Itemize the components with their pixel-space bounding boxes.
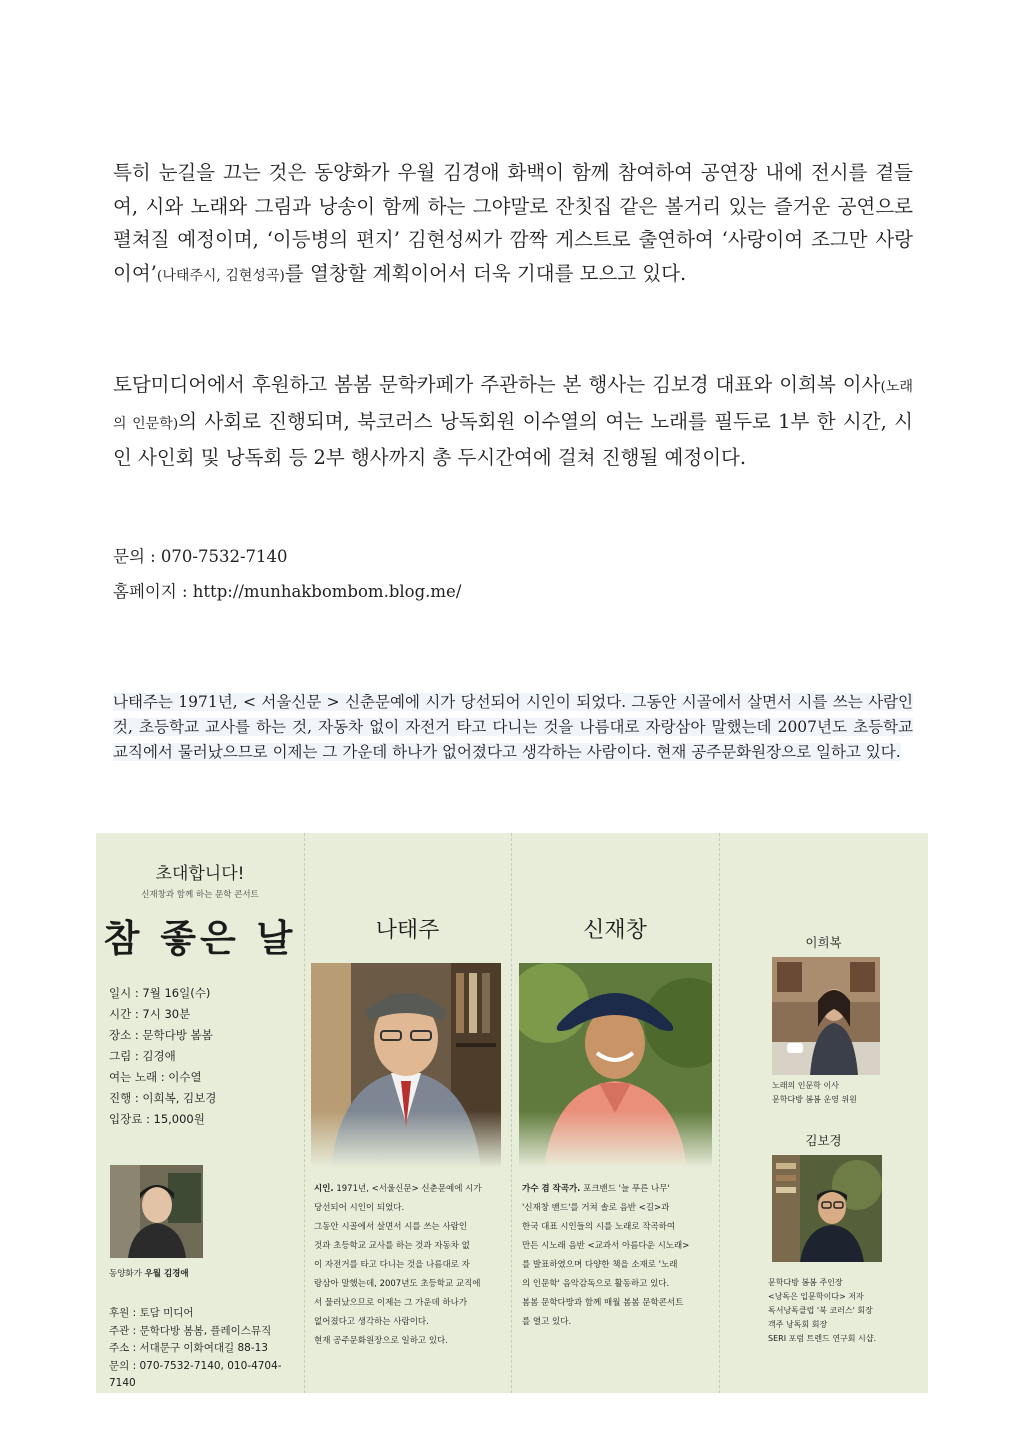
painter-caption-name: 우월 김경애 <box>144 1269 189 1279</box>
event-detail-line: 입장료 : 15,000원 <box>109 1112 205 1126</box>
painter-caption-role: 동양화가 <box>109 1269 142 1279</box>
host1-desc <box>772 1079 922 1107</box>
host1-photo-image <box>772 957 880 1075</box>
host2-photo-image <box>772 1155 882 1262</box>
event-detail-line: 진행 : 이희복, 김보경 <box>109 1091 217 1105</box>
host1-photo <box>772 957 880 1075</box>
poet-photo <box>311 963 501 1168</box>
poet-bio <box>314 1180 504 1351</box>
poster-invite: 초대합니다! <box>155 864 245 884</box>
poster-subtitle: 신재창과 함께 하는 문학 콘서트 <box>141 890 259 900</box>
paragraph-text: 를 열창할 계획이어서 더욱 기대를 모으고 있다. <box>284 261 687 285</box>
footer-line: 후원 : 토담 미디어 <box>109 1307 194 1319</box>
host-desc-line: 문학다방 봄봄 주인장 <box>768 1278 843 1287</box>
contact-homepage[interactable]: 홈페이지 : http://munhakbombom.blog.me/ <box>113 582 462 601</box>
poster-footer <box>109 1305 304 1393</box>
host-desc-line: 문학다방 봄봄 운영 위원 <box>772 1095 857 1104</box>
poster-title: 참 좋은 날 <box>103 917 297 960</box>
paragraph-text: 의 사회로 진행되며, 북코러스 낭독회원 이수열의 여는 노래를 필두로 1부 한 시간, 시인 사인회 및 낭독회 등 2부 행사까지 총 두시간여에 걸쳐 진행될 예정이다. <box>113 409 913 469</box>
event-detail-line: 여는 노래 : 이수열 <box>109 1070 202 1084</box>
bio-line: 서 물러났으므로 이제는 그 가운데 하나가 <box>314 1298 468 1308</box>
bio-lead: 시인. <box>314 1184 334 1194</box>
bio-line: 그동안 시골에서 살면서 시를 쓰는 사람인 <box>314 1222 468 1232</box>
bio-line <box>314 1180 504 1199</box>
painter-photo <box>110 1165 203 1258</box>
paragraph-text: 토담미디어에서 후원하고 봄봄 문학카페가 주관하는 본 행사는 김보경 대표와 이희복 이사 <box>113 373 881 396</box>
host2-name: 김보경 <box>805 1133 842 1148</box>
painter-caption <box>109 1267 189 1279</box>
singer-photo-image <box>519 963 712 1168</box>
singer-bio <box>522 1180 714 1332</box>
bio-line <box>522 1180 714 1199</box>
singer-name: 신재창 <box>583 918 647 943</box>
bio-line: 봄봄 문학다방과 함께 매월 봄봄 문학콘서트 <box>522 1298 684 1308</box>
event-detail-line: 그림 : 김경애 <box>109 1049 176 1063</box>
poet-name: 나태주 <box>375 918 440 943</box>
painter-photo-image <box>110 1165 203 1258</box>
bio-line: 현재 공주문화원장으로 일하고 있다. <box>314 1336 448 1346</box>
bio-line: 의 인문학' 음악감독으로 활동하고 있다. <box>522 1279 670 1289</box>
paragraph-credit: (노래의 인문학) <box>113 379 913 432</box>
bio-line: 를 발표하였으며 다양한 책을 소재로 '노래 <box>522 1260 678 1270</box>
poet-photo-image <box>311 963 501 1168</box>
paragraph-performance <box>113 156 913 293</box>
host-desc-line: <낭독은 입문학이다> 저자 <box>768 1292 864 1301</box>
host-desc-line: 객주 낭독회 회장 <box>768 1320 828 1329</box>
footer-line: 주관 : 문학다방 봄봄, 플레이스뮤직 <box>109 1324 272 1337</box>
bio-line: '신재창 밴드'를 거쳐 솔로 음반 <길>과 <box>522 1203 670 1213</box>
event-details <box>109 983 299 1130</box>
bio-line: 만든 시노래 음반 <교과서 아름다운 시노래> <box>522 1241 690 1251</box>
bio-line: 랑삼아 말했는데, 2007년도 초등학교 교직에 <box>314 1279 481 1289</box>
bio-text: 포크밴드 '늘 푸른 나무' <box>580 1184 670 1194</box>
paragraph-text: 특히 눈길을 끄는 것은 동양화가 우월 김경애 화백이 함께 참여하여 공연장 내에 전시를 곁들여, 시와 노래와 그림과 낭송이 함께 하는 그야말로 잔칫집 같은 볼거리 있는 즐거운 공연으로 펼쳐질 예정이며, ‘이등병의 편지’ 김현성씨가 깜짝 게스트로 출연하여 ‘사랑이여 조그만 사랑이여’ <box>113 161 913 285</box>
host-desc-line: SERI 포럼 트렌드 연구회 시샵. <box>768 1334 877 1343</box>
event-detail-line: 장소 : 문학다방 봄봄 <box>109 1028 213 1042</box>
footer-line: 문의 : 070-7532-7140, 010-4704-7140 <box>109 1359 282 1389</box>
bio-line: 당선되어 시인이 되었다. <box>314 1203 405 1213</box>
paragraph-text: 나태주는 1971년, < 서울신문 > 신춘문예에 시가 당선되어 시인이 되었다. 그동안 시골에서 살면서 시를 쓰는 사람인 것, 초등학교 교사를 하는 것, 자동차 없이 자전거 타고 다니는 것을 나름대로 자랑삼아 말했는데 2007년도 초등학교 교직에서 물러났으므로 이제는 그 가운데 하나가 없어졌다고 생각하는 사람이다. 현재 공주문화원장으로 일하고 있다. <box>113 693 913 761</box>
event-detail-line: 일시 : 7월 16일(수) <box>109 986 211 1000</box>
paragraph-poet-bio <box>113 690 913 765</box>
host2-photo <box>772 1155 882 1262</box>
bio-lead: 가수 겸 작곡가. <box>522 1184 581 1194</box>
host1-name: 이희복 <box>805 935 842 950</box>
host-desc-line: 독서낭독클럽 '북 코러스' 회장 <box>768 1306 873 1315</box>
event-detail-line: 시간 : 7시 30분 <box>109 1007 191 1021</box>
paragraph-event <box>113 368 913 475</box>
concert-poster <box>96 833 928 1393</box>
host2-desc <box>768 1276 924 1346</box>
bio-line: 것과 초등학교 교사를 하는 것과 자동차 없 <box>314 1241 470 1251</box>
bio-line: 이 자전거를 타고 다니는 것을 나름대로 자 <box>314 1260 470 1270</box>
poster-divider <box>719 833 720 1393</box>
paragraph-credit: (나태주시, 김현성곡) <box>156 267 285 284</box>
host-desc-line: 노래의 인문학 이사 <box>772 1081 839 1090</box>
bio-line: 없어졌다고 생각하는 사람이다. <box>314 1317 429 1327</box>
contact-phone: 문의 : 070-7532-7140 <box>113 547 288 566</box>
singer-photo <box>519 963 712 1168</box>
bio-line: 한국 대표 시인들의 시를 노래로 작곡하여 <box>522 1222 676 1232</box>
bio-text: 1971년, <서울신문> 신춘문예에 시가 <box>333 1184 482 1194</box>
bio-line: 를 열고 있다. <box>522 1317 572 1327</box>
footer-line: 주소 : 서대문구 이화여대길 88-13 <box>109 1342 268 1354</box>
